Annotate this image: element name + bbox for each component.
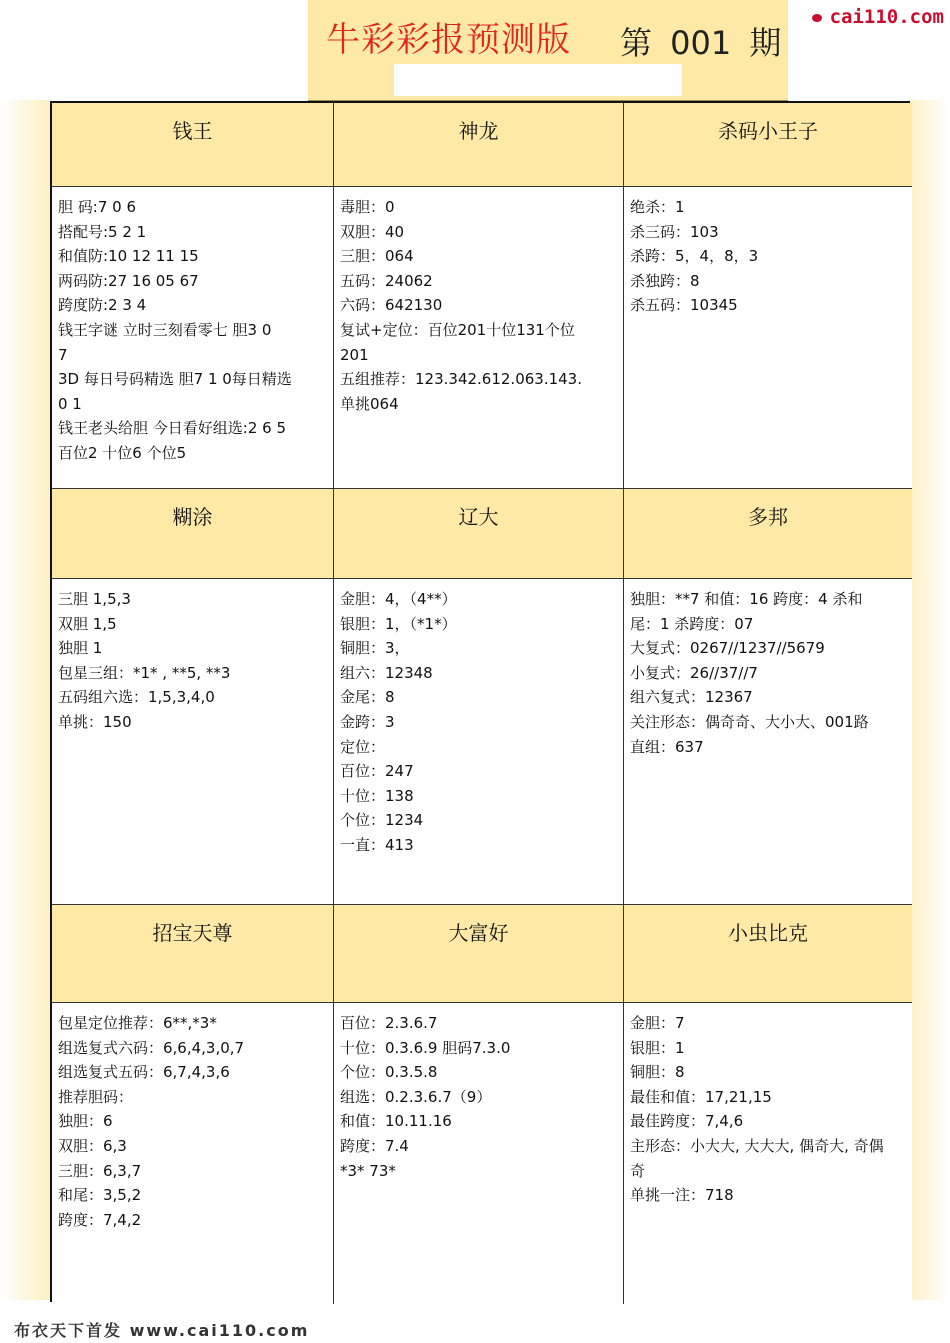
prediction-line: 201 bbox=[340, 345, 369, 364]
prediction-line: 百位2 十位6 个位5 bbox=[58, 443, 187, 462]
prediction-line: 定位： bbox=[340, 737, 386, 756]
prediction-line: 铜胆：8 bbox=[630, 1063, 685, 1082]
prediction-line: 一直：413 bbox=[340, 835, 414, 854]
prediction-line: 金尾：8 bbox=[340, 688, 395, 707]
section-body-5 bbox=[624, 579, 912, 905]
prediction-line: 跨度：7,4,2 bbox=[58, 1210, 142, 1229]
prediction-line: 7 bbox=[58, 345, 68, 364]
prediction-line: 独胆：6 bbox=[58, 1112, 113, 1131]
prediction-line: 和值防:10 12 11 15 bbox=[58, 247, 199, 266]
section-header-0: 钱王 bbox=[52, 103, 334, 187]
prediction-line: 推荐胆码： bbox=[58, 1087, 134, 1106]
prediction-line: 双胆：6,3 bbox=[58, 1136, 127, 1155]
prediction-line: 独胆：**7 和值：16 跨度：4 杀和 bbox=[630, 590, 863, 608]
prediction-line: 杀独跨：8 bbox=[630, 271, 700, 290]
section-body-3 bbox=[52, 579, 334, 905]
prediction-grid bbox=[50, 101, 910, 1302]
prediction-line: 百位：2.3.6.7 bbox=[340, 1014, 438, 1032]
prediction-line: 十位：0.3.6.9 胆码7.3.0 bbox=[340, 1038, 511, 1057]
footer-credit: 布衣天下首发 www.cai110.com bbox=[14, 1321, 310, 1340]
prediction-line: 绝杀：1 bbox=[630, 198, 685, 216]
prediction-line: 三胆：6,3,7 bbox=[58, 1161, 142, 1180]
header-blank-box bbox=[394, 64, 682, 96]
section-header-2: 杀码小王子 bbox=[624, 103, 912, 187]
prediction-line: 三胆：064 bbox=[340, 247, 414, 266]
prediction-line: 金跨：3 bbox=[340, 712, 395, 731]
prediction-line: 搭配号:5 2 1 bbox=[58, 222, 147, 241]
prediction-line: 十位：138 bbox=[340, 786, 414, 805]
left-decor-band bbox=[0, 100, 50, 1300]
prediction-line: 双胆：40 bbox=[340, 222, 405, 241]
section-body-0 bbox=[52, 187, 334, 489]
prediction-line: 0 1 bbox=[58, 394, 82, 413]
section-body-7 bbox=[334, 1003, 624, 1304]
section-header-8: 小虫比克 bbox=[624, 905, 912, 1003]
prediction-line: 跨度：7.4 bbox=[340, 1136, 409, 1155]
prediction-line: 最佳和值：17,21,15 bbox=[630, 1087, 772, 1106]
prediction-line: 毒胆：0 bbox=[340, 198, 395, 216]
prediction-line: 组六：12348 bbox=[340, 663, 433, 682]
prediction-line: 3D 每日号码精选 胆7 1 0每日精选 bbox=[58, 370, 292, 389]
prediction-line: 奇 bbox=[630, 1161, 646, 1180]
prediction-line: 六码：642130 bbox=[340, 296, 443, 315]
prediction-line: 百位：247 bbox=[340, 762, 414, 781]
prediction-line: 关注形态：偶奇奇、大小大、001路 bbox=[630, 712, 869, 731]
prediction-line: 组选复式六码：6,6,4,3,0,7 bbox=[58, 1038, 245, 1057]
prediction-line: 组六复式：12367 bbox=[630, 688, 753, 707]
prediction-line: 包星三组：*1* , **5, **3 bbox=[58, 663, 231, 682]
prediction-line: 直组：637 bbox=[630, 737, 704, 756]
prediction-line: 和值：10.11.16 bbox=[340, 1112, 452, 1131]
prediction-line: 三胆 1,5,3 bbox=[58, 590, 131, 608]
prediction-line: 金胆：4，（4**） bbox=[340, 590, 457, 608]
prediction-line: 复试+定位：百位201十位131个位 bbox=[340, 320, 575, 339]
prediction-line: 跨度防:2 3 4 bbox=[58, 296, 147, 315]
right-decor-band bbox=[908, 100, 950, 1300]
section-body-6 bbox=[52, 1003, 334, 1304]
prediction-line: 个位：1234 bbox=[340, 811, 424, 830]
section-header-6: 招宝天尊 bbox=[52, 905, 334, 1003]
page-title: 牛彩彩报预测版 bbox=[326, 20, 571, 60]
issue-number: 第 001 期 bbox=[620, 24, 782, 62]
prediction-line: 组选复式五码：6,7,4,3,6 bbox=[58, 1063, 230, 1082]
section-body-8 bbox=[624, 1003, 912, 1304]
section-body-4 bbox=[334, 579, 624, 905]
prediction-line: 组选：0.2.3.6.7（9） bbox=[340, 1087, 492, 1106]
prediction-line: 单挑064 bbox=[340, 394, 399, 413]
prediction-line: 杀三码：103 bbox=[630, 222, 719, 241]
prediction-line: 主形态：小大大, 大大大, 偶奇大, 奇偶 bbox=[630, 1136, 884, 1155]
section-header-3: 糊涂 bbox=[52, 489, 334, 579]
prediction-line: 五组推荐：123.342.612.063.143. bbox=[340, 370, 582, 389]
prediction-line: 钱王老头给胆 今日看好组选:2 6 5 bbox=[58, 419, 286, 438]
prediction-line: 铜胆：3， bbox=[340, 639, 410, 658]
prediction-line: 和尾：3,5,2 bbox=[58, 1186, 142, 1205]
prediction-line: 杀跨：5，4，8，3 bbox=[630, 247, 759, 266]
prediction-line: 小复式：26//37//7 bbox=[630, 663, 758, 682]
prediction-line: 金胆：7 bbox=[630, 1014, 685, 1032]
logo-dot-icon bbox=[812, 14, 822, 22]
prediction-line: 个位：0.3.5.8 bbox=[340, 1063, 438, 1082]
prediction-line: 包星定位推荐：6**,*3* bbox=[58, 1014, 217, 1032]
site-logo: cai110.com bbox=[829, 6, 944, 28]
prediction-line: 两码防:27 16 05 67 bbox=[58, 271, 199, 290]
prediction-line: 银胆：1，（*1*） bbox=[340, 614, 457, 633]
prediction-line: 独胆 1 bbox=[58, 639, 103, 658]
page-header bbox=[308, 0, 788, 103]
prediction-line: 单挑：150 bbox=[58, 712, 132, 731]
prediction-line: 杀五码：10345 bbox=[630, 296, 738, 315]
prediction-line: 钱王字谜 立时三刻看零七 胆3 0 bbox=[58, 320, 272, 339]
prediction-line: 五码组六选：1,5,3,4,0 bbox=[58, 688, 215, 707]
prediction-line: 双胆 1,5 bbox=[58, 614, 117, 633]
section-header-7: 大富好 bbox=[334, 905, 624, 1003]
section-header-1: 神龙 bbox=[334, 103, 624, 187]
prediction-line: 五码：24062 bbox=[340, 271, 433, 290]
section-body-2 bbox=[624, 187, 912, 489]
prediction-line: 单挑一注：718 bbox=[630, 1186, 734, 1205]
section-header-4: 辽大 bbox=[334, 489, 624, 579]
prediction-line: 最佳跨度：7,4,6 bbox=[630, 1112, 744, 1131]
section-header-5: 多邦 bbox=[624, 489, 912, 579]
prediction-line: 大复式：0267//1237//5679 bbox=[630, 639, 825, 658]
prediction-line: 胆 码:7 0 6 bbox=[58, 198, 136, 216]
section-body-1 bbox=[334, 187, 624, 489]
prediction-line: *3* 73* bbox=[340, 1161, 396, 1180]
prediction-line: 尾：1 杀跨度：07 bbox=[630, 614, 754, 633]
prediction-line: 银胆：1 bbox=[630, 1038, 685, 1057]
